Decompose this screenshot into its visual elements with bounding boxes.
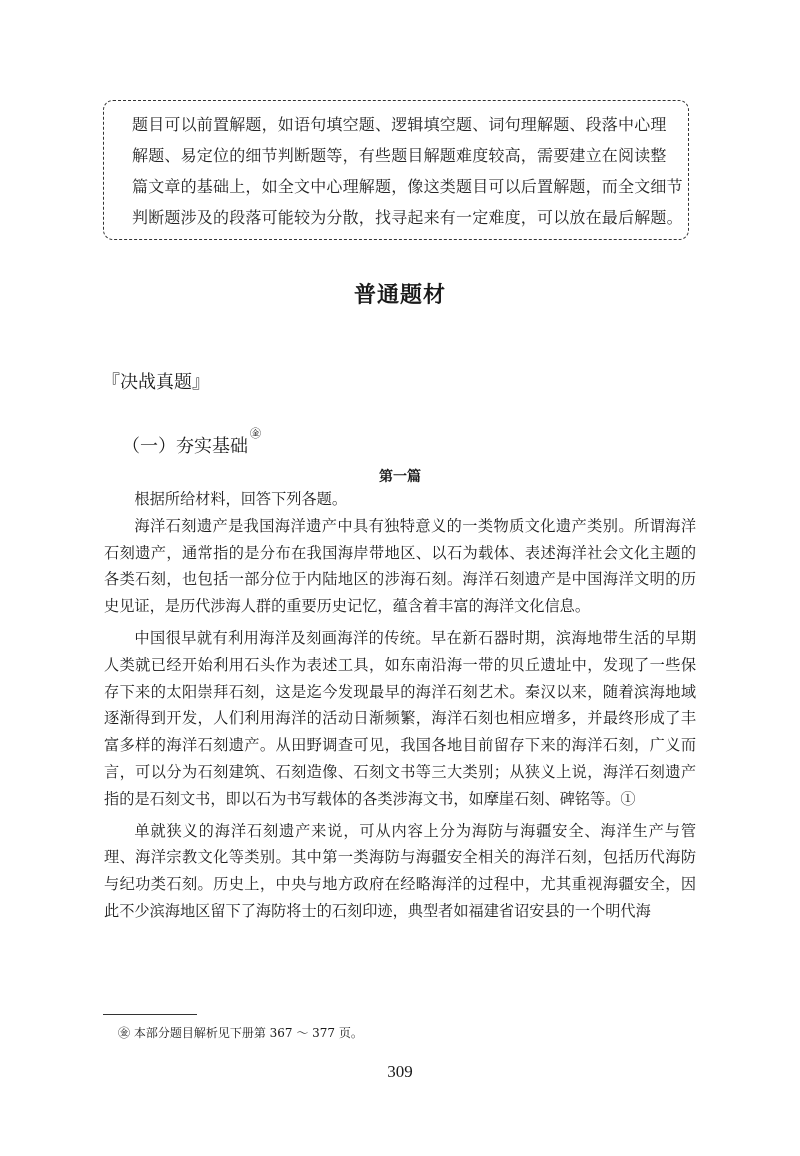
tip-line-1: 题目可以前置解题，如语句填空题、逻辑填空题、词句理解题、段落中心理 [132,115,667,134]
section-title: 普通题材 [353,283,446,308]
tip-line-4: 判断题涉及的段落可能较为分散，找寻起来有一定难度，可以放在最后解题。 [132,208,683,227]
footnote-divider [103,1014,197,1015]
article-body [104,486,696,925]
paragraph-2: 中国很早就有利用海洋及刻画海洋的传统。早在新石器时期，滨海地带生活的早期人类就已经开始利用石头作为表述工具，如东南沿海一带的贝丘遗址中，发现了一些保存下来的太阳崇拜石刻，这是迄今发现最早的海洋石刻艺术。秦汉以来，随着滨海地域逐渐得到开发，人们利用海洋的活动日渐频繁，海洋石刻也相应增多，并最终形成了丰富多样的海洋石刻遗产。从田野调查可见，我国各地目前留存下来的海洋石刻，广义而言，可以分为石刻建筑、石刻造像、石刻文书等三大类别；从狭义上说，海洋石刻遗产指的是石刻文书，即以石为书写载体的各类涉海文书，如摩崖石刻、碑铭等。① [104,628,696,808]
sub-title [122,427,261,458]
paragraph-3: 单就狭义的海洋石刻遗产来说，可从内容上分为海防与海疆安全、海洋生产与管理、海洋宗教文化等类别。其中第一类海防与海疆安全相关的海洋石刻，包括历代海防与纪功类石刻。历史上，中央与地方政府在经略海洋的过程中，尤其重视海疆安全，因此不少滨海地区留下了海防将士的石刻印迹，典型者如福建省诏安县的一个明代海 [104,821,696,920]
tip-line-2: 解题、易定位的细节判断题等，有些题目解题难度较高，需要建立在阅读整 [132,146,667,165]
page-number: 309 [387,1062,413,1081]
article-title: 第一篇 [379,469,421,485]
tip-box [103,100,689,240]
sub-title-text: （一）夯实基础 [122,436,248,457]
footnote-marker-icon: ㊎ [250,427,261,440]
paragraph-1: 海洋石刻遗产是我国海洋遗产中具有独特意义的一类物质文化遗产类别。所谓海洋石刻遗产，通常指的是分布在我国海岸带地区、以石为载体、表述海洋社会文化主题的各类石刻，也包括一部分位于内陆地区的涉海石刻。海洋石刻遗产是中国海洋文明的历史见证，是历代涉海人群的重要历史记忆，蕴含着丰富的海洋文化信息。 [104,516,696,616]
instruction-text: 根据所给材料，回答下列各题。 [134,490,348,508]
bracket-title: 『决战真题』 [102,372,210,393]
footnote: ㊎ 本部分题目解析见下册第 367 ～ 377 页。 [118,1026,363,1040]
tip-line-3: 篇文章的基础上，如全文中心理解题，像这类题目可以后置解题，而全文细节 [132,177,683,196]
